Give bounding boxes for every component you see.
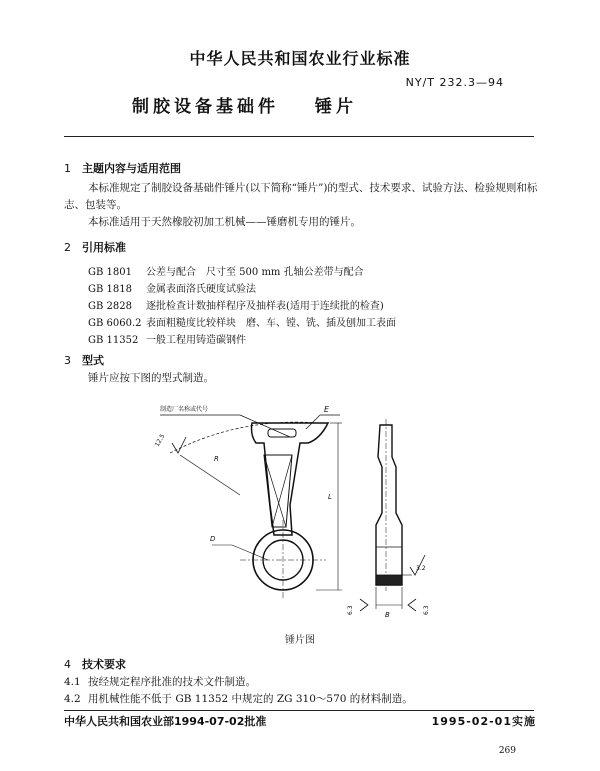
label-d: D xyxy=(210,535,216,543)
label-l: L xyxy=(328,493,332,501)
section-3-heading xyxy=(64,352,104,368)
reference-item: GB 6060.2 表面粗糙度比较样块 磨、车、镗、铣、插及刨加工表面 xyxy=(88,318,396,329)
section-3-text: 锤片应按下图的型式制造。 xyxy=(88,372,214,384)
section-1-heading xyxy=(64,160,181,176)
reference-item: GB 2828 逐批检查计数抽样程序及抽样表(适用于连续批的检查) xyxy=(88,301,384,312)
section-number: 4 xyxy=(64,658,71,671)
section-1-para1-line2: 志、包装等。 xyxy=(64,199,127,211)
section-title: 型式 xyxy=(82,354,104,367)
roughness-12-5: 12.5 xyxy=(153,432,167,448)
reference-item: GB 1818 金属表面洛氏硬度试验法 xyxy=(88,284,256,295)
section-1-para2: 本标准适用于天然橡胶初加工机械——锤磨机专用的锤片。 xyxy=(88,216,361,228)
standard-number: NY/T 232.3—94 xyxy=(405,76,504,89)
section-1-para1-line1: 本标准规定了制胶设备基础件锤片(以下简称“锤片”)的型式、技术要求、试验方法、检验规则和标 xyxy=(88,182,538,194)
bottom-rule xyxy=(64,710,534,711)
section-2-heading xyxy=(64,239,126,255)
reference-item: GB 1801 公差与配合 尺寸至 500 mm 孔轴公差带与配合 xyxy=(88,267,364,278)
doc-title-block xyxy=(132,92,357,117)
hammer-drawing xyxy=(140,395,460,625)
section-4-item2: 4.2 用机械性能不低于 GB 11352 中规定的 ZG 310～570 的材料制造。 xyxy=(64,693,413,705)
figure-caption: 锤片图 xyxy=(285,635,315,646)
section-4-item1: 4.1 按经规定程序批准的技术文件制造。 xyxy=(64,676,256,688)
section-title: 技术要求 xyxy=(82,658,126,671)
marking-label: 制造厂名称或代号 xyxy=(160,406,209,413)
roughness-6-3-right: 6.3 xyxy=(423,605,430,615)
issuer-approval: 中华人民共和国农业部1994-07-02批准 xyxy=(64,715,267,728)
section-number: 1 xyxy=(64,162,71,175)
doc-title: 制胶设备基础件 xyxy=(132,97,279,117)
reference-item: GB 11352 一般工程用铸造碳钢件 xyxy=(88,335,246,346)
doc-subtitle: 锤片 xyxy=(315,97,357,117)
section-number: 3 xyxy=(64,354,71,367)
page-number: 269 xyxy=(498,746,516,756)
section-title: 引用标准 xyxy=(82,241,126,254)
roughness-3-2: 3.2 xyxy=(416,565,426,572)
section-4-heading xyxy=(64,656,126,672)
effective-date: 1995-02-01实施 xyxy=(431,715,536,728)
label-e: E xyxy=(324,405,330,414)
roughness-6-3-left: 6.3 xyxy=(347,605,354,615)
label-r: R xyxy=(214,455,219,463)
label-b: B xyxy=(385,611,390,619)
section-number: 2 xyxy=(64,241,71,254)
org-title: 中华人民共和国农业行业标准 xyxy=(189,49,411,68)
top-rule xyxy=(64,136,534,137)
section-title: 主题内容与适用范围 xyxy=(82,162,181,175)
